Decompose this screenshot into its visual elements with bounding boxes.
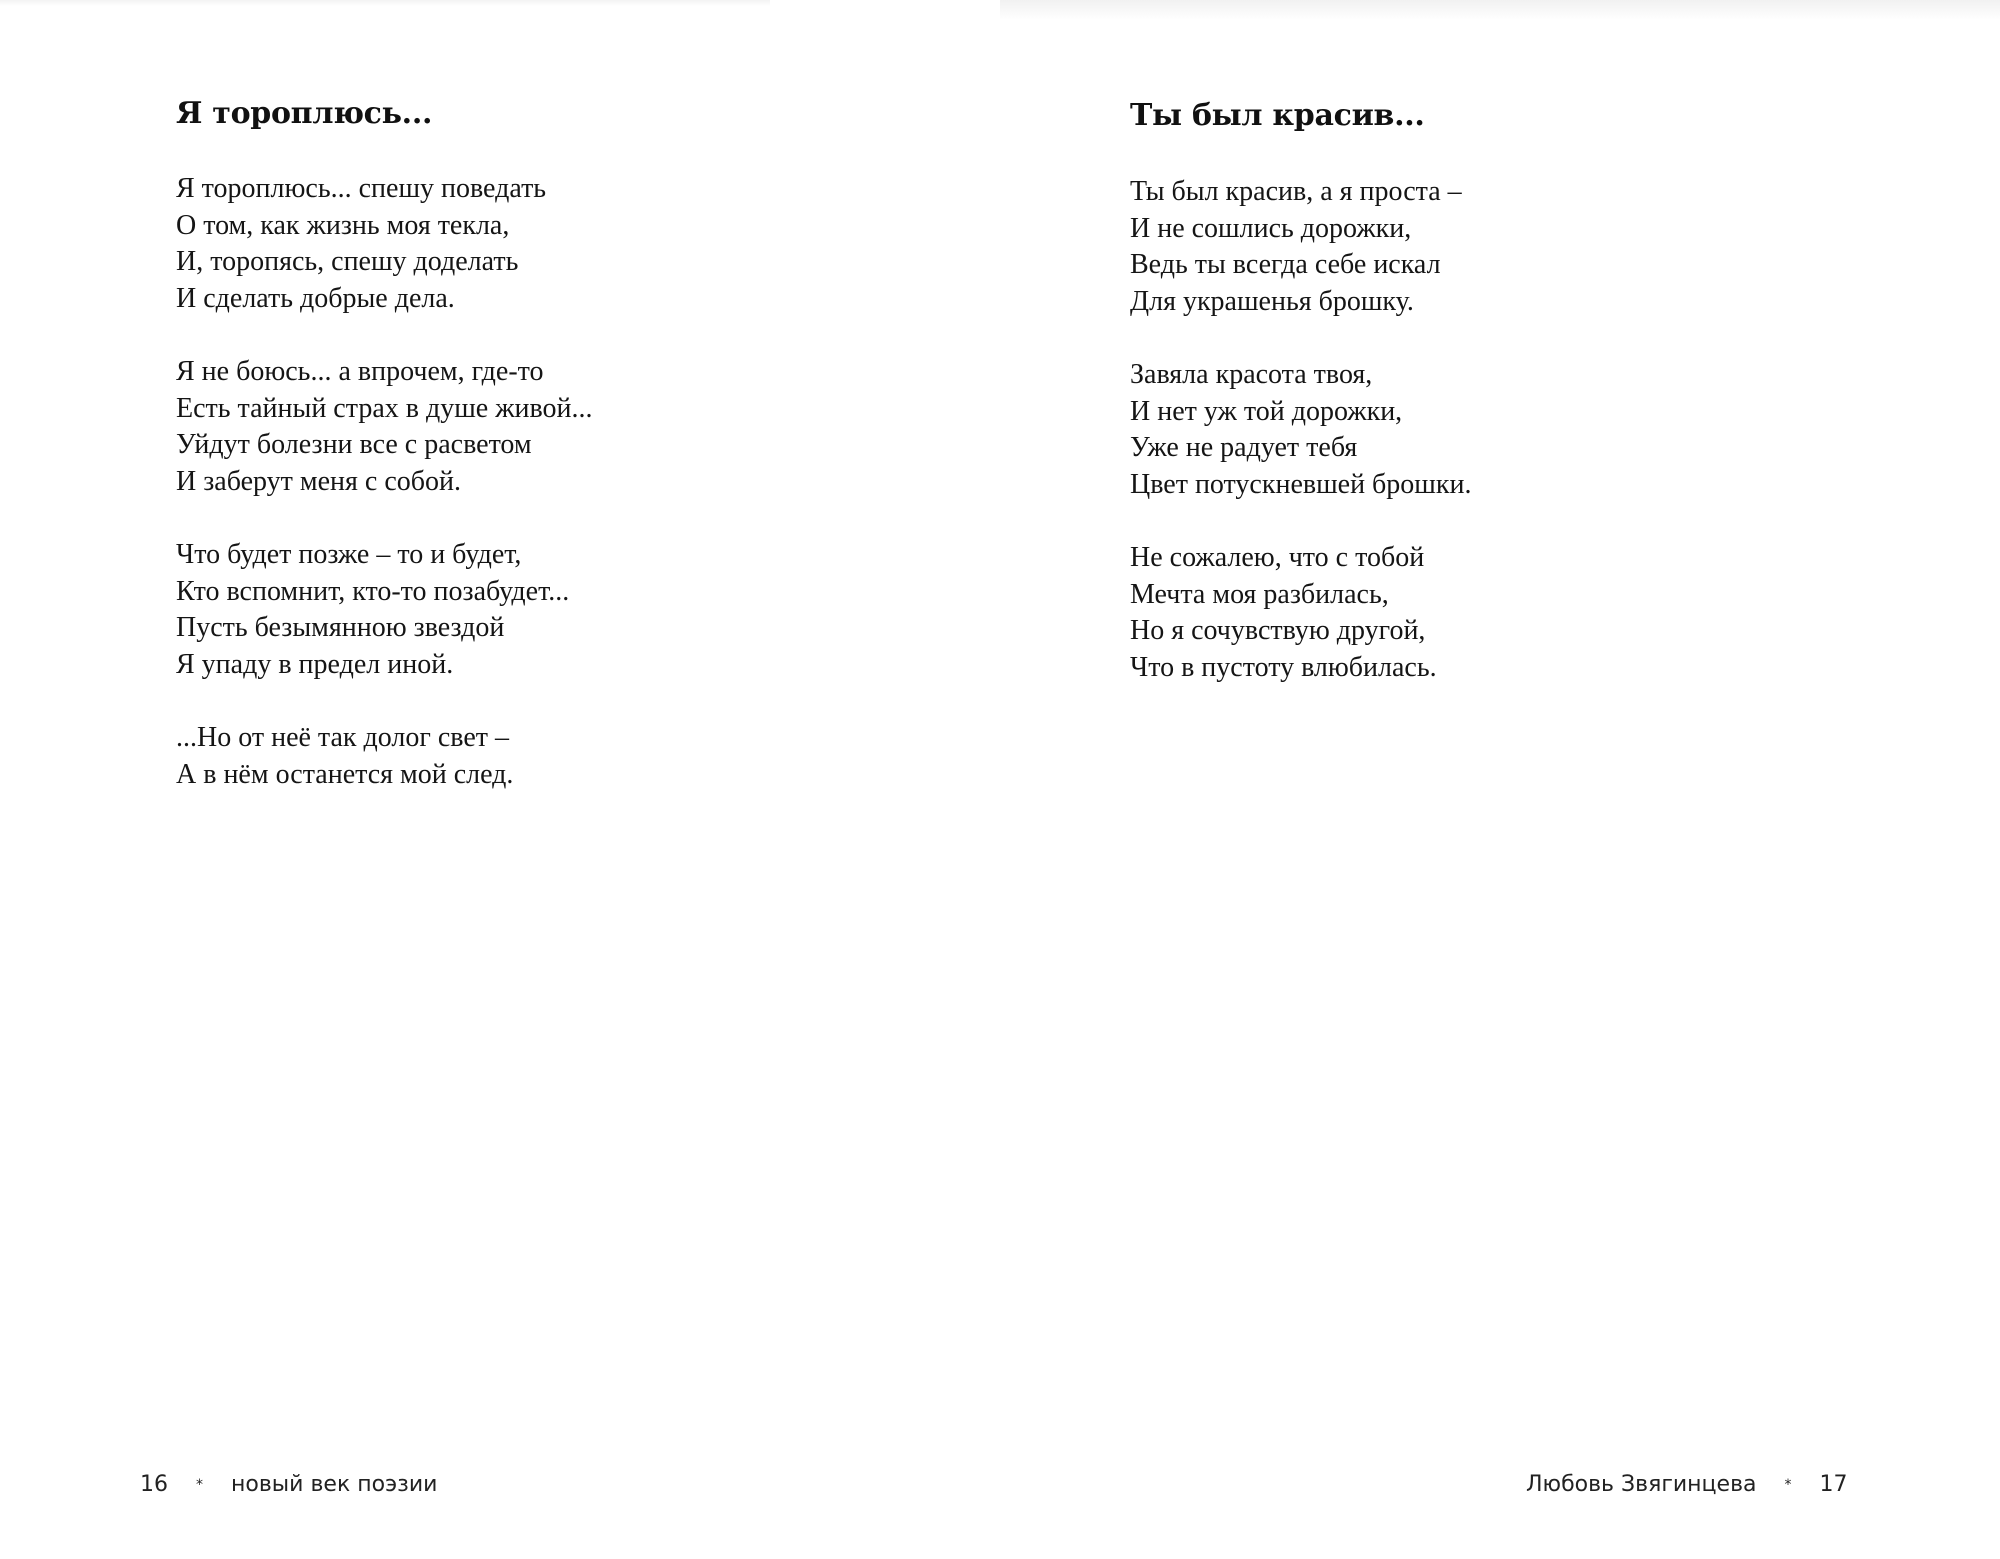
separator-star: * bbox=[196, 1476, 203, 1493]
stanza bbox=[176, 720, 593, 793]
poem-line: И не сошлись дорожки, bbox=[1130, 212, 1412, 244]
series-title: новый век поэзии bbox=[231, 1472, 438, 1497]
poem-line: Что в пустоту влюбилась. bbox=[1130, 651, 1437, 683]
stanza bbox=[176, 354, 593, 500]
poem-line: Я тороплюсь... спешу поведать bbox=[176, 173, 547, 204]
author-name: Любовь Звягинцева bbox=[1526, 1472, 1757, 1497]
poem-line: Мечта моя разбилась, bbox=[1130, 578, 1389, 610]
poem-line: Уйдут болезни все с расветом bbox=[176, 429, 532, 461]
poem-line: И сделать добрые дела. bbox=[176, 282, 455, 314]
poem-line: И, торопясь, спешу доделать bbox=[176, 246, 519, 278]
poem-body-right bbox=[1130, 174, 1471, 686]
poem-line: Ведь ты всегда себе искал bbox=[1130, 249, 1441, 281]
page-number-left: 16 bbox=[140, 1472, 168, 1497]
page-edge-shadow bbox=[0, 0, 770, 6]
footer-right bbox=[1526, 1472, 1848, 1497]
poem-line: Пусть безымянною звездой bbox=[176, 612, 505, 644]
poem-line: Кто вспомнит, кто-то позабудет... bbox=[176, 575, 570, 607]
page-edge-shadow bbox=[1000, 0, 2000, 20]
stanza bbox=[1130, 357, 1471, 503]
poem-title-right: Ты был красив... bbox=[1130, 98, 1425, 133]
poem-line: А в нём останется мой след. bbox=[176, 758, 514, 790]
poem-line: И нет уж той дорожки, bbox=[1130, 395, 1403, 427]
poem-line: Для украшенья брошку. bbox=[1130, 285, 1414, 317]
poem-line: Есть тайный страх в душе живой... bbox=[176, 392, 593, 424]
stanza bbox=[1130, 174, 1471, 320]
stanza bbox=[1130, 540, 1471, 686]
poem-title-left: Я тороплюсь... bbox=[176, 96, 433, 131]
poem-line: Но я сочувствую другой, bbox=[1130, 615, 1426, 647]
poem-line: Я упаду в предел иной. bbox=[176, 648, 454, 680]
poem-line: Завяла красота твоя, bbox=[1130, 358, 1373, 390]
poem-line: Что будет позже – то и будет, bbox=[176, 538, 522, 570]
poem-line: И заберут меня с собой. bbox=[176, 465, 461, 497]
stanza bbox=[176, 537, 593, 683]
poem-line: Не сожалею, что с тобой bbox=[1130, 541, 1425, 573]
poem-line: Ты был красив, а я проста – bbox=[1130, 176, 1462, 207]
poem-line: Я не боюсь... а впрочем, где-то bbox=[176, 355, 544, 387]
poem-line: Цвет потускневшей брошки. bbox=[1130, 468, 1472, 500]
stanza bbox=[176, 171, 593, 317]
poem-body-left bbox=[176, 171, 593, 793]
separator-star: * bbox=[1784, 1476, 1792, 1493]
poem-line: ...Но от неё так долог свет – bbox=[176, 721, 510, 753]
poem-line: О том, как жизнь моя текла, bbox=[176, 209, 510, 241]
page-number-right: 17 bbox=[1819, 1472, 1848, 1497]
footer-left bbox=[140, 1472, 437, 1497]
poem-line: Уже не радует тебя bbox=[1130, 432, 1358, 464]
